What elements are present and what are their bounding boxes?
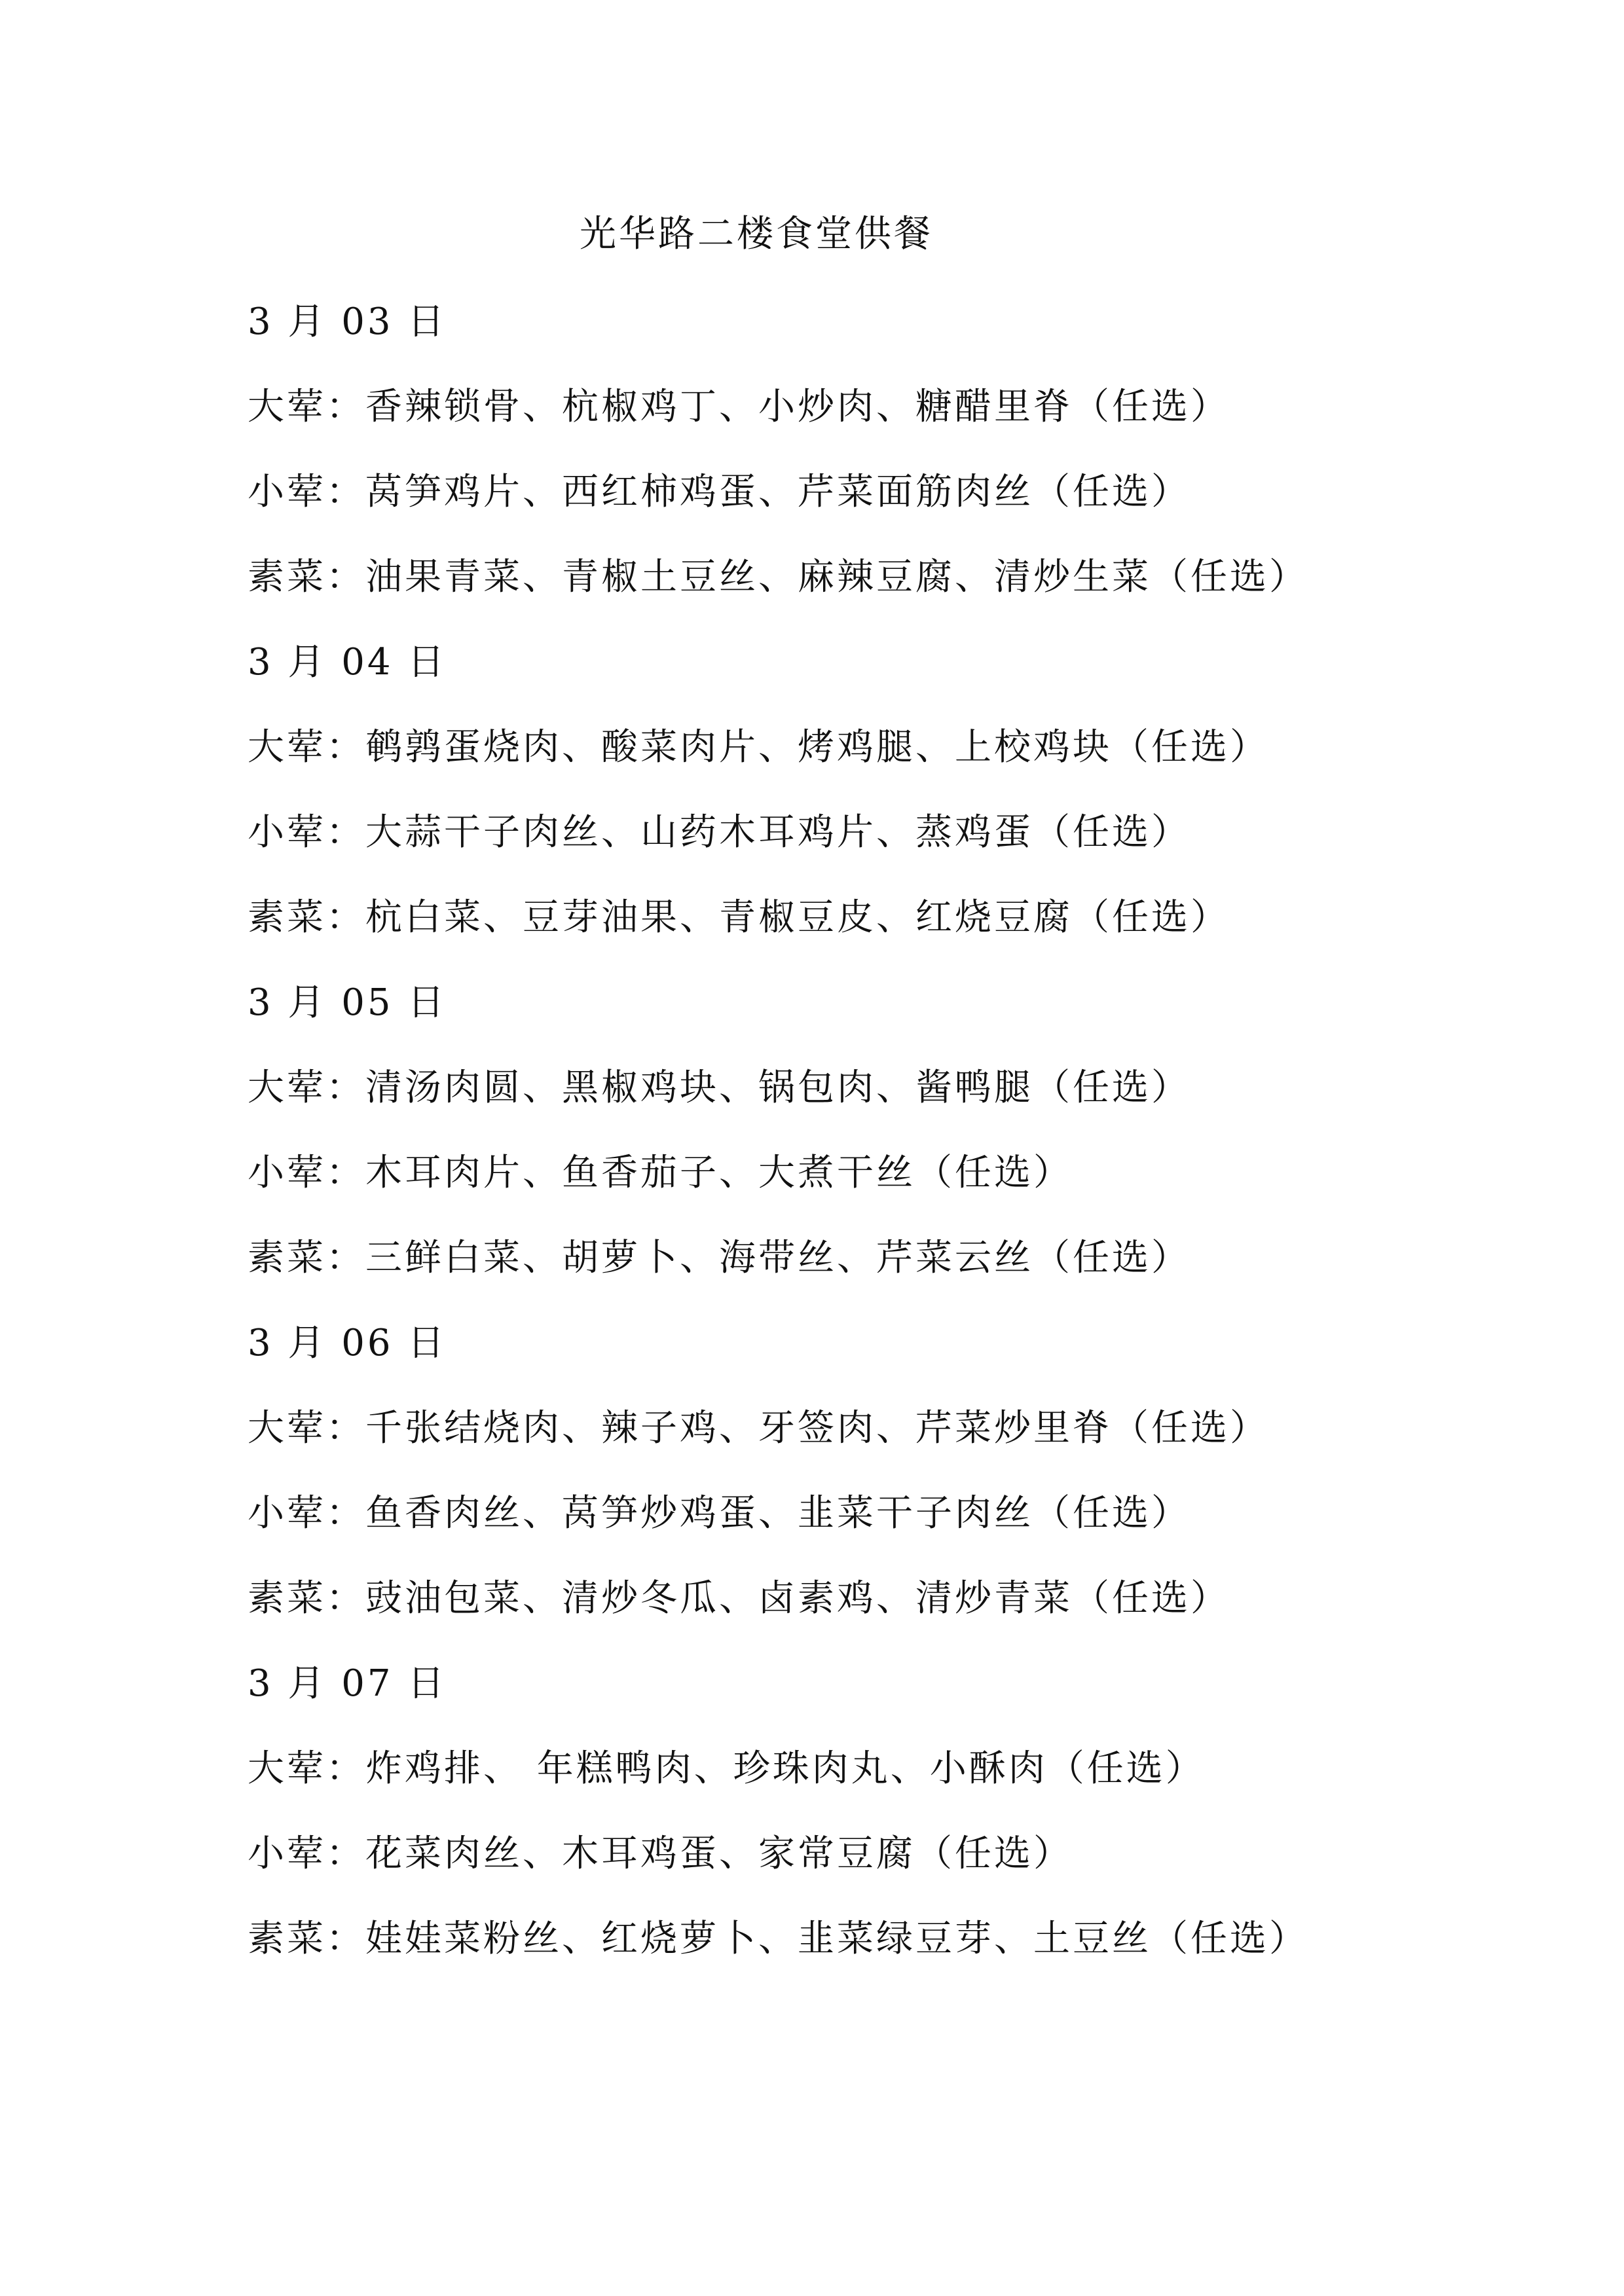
day-date: 3 月 07 日 (248, 1662, 447, 1705)
big-meat-line: 大荤：鹌鹑蛋烧肉、酸菜肉片、烤鸡腿、上校鸡块（任选） (248, 726, 1269, 769)
big-meat-line: 大荤：千张结烧肉、辣子鸡、牙签肉、芹菜炒里脊（任选） (248, 1407, 1269, 1449)
small-meat-line: 小荤：花菜肉丝、木耳鸡蛋、家常豆腐（任选） (248, 1832, 1073, 1875)
small-meat-line: 小荤：大蒜干子肉丝、山药木耳鸡片、蒸鸡蛋（任选） (248, 811, 1190, 854)
small-meat-line: 小荤：莴笋鸡片、西红柿鸡蛋、芹菜面筋肉丝（任选） (248, 471, 1190, 513)
small-meat-line: 小荤：木耳肉片、鱼香茄子、大煮干丝（任选） (248, 1152, 1073, 1194)
big-meat-line: 大荤：炸鸡排、 年糕鸭肉、珍珠肉丸、小酥肉（任选） (248, 1747, 1205, 1790)
vegetable-line: 素菜：油果青菜、青椒土豆丝、麻辣豆腐、清炒生菜（任选） (248, 556, 1308, 598)
big-meat-line: 大荤：香辣锁骨、杭椒鸡丁、小炒肉、糖醋里脊（任选） (248, 386, 1230, 428)
day-date: 3 月 03 日 (248, 301, 447, 343)
vegetable-line: 素菜：娃娃菜粉丝、红烧萝卜、韭菜绿豆芽、土豆丝（任选） (248, 1918, 1308, 1960)
page-title: 光华路二楼食堂供餐 (580, 213, 933, 255)
day-date: 3 月 05 日 (248, 981, 447, 1024)
vegetable-line: 素菜：三鲜白菜、胡萝卜、海带丝、芹菜云丝（任选） (248, 1237, 1190, 1279)
day-date: 3 月 04 日 (248, 641, 447, 683)
small-meat-line: 小荤：鱼香肉丝、莴笋炒鸡蛋、韭菜干子肉丝（任选） (248, 1492, 1190, 1535)
vegetable-line: 素菜：杭白菜、豆芽油果、青椒豆皮、红烧豆腐（任选） (248, 896, 1230, 939)
vegetable-line: 素菜：豉油包菜、清炒冬瓜、卤素鸡、清炒青菜（任选） (248, 1577, 1230, 1620)
big-meat-line: 大荤：清汤肉圆、黑椒鸡块、锅包肉、酱鸭腿（任选） (248, 1066, 1190, 1109)
day-date: 3 月 06 日 (248, 1322, 447, 1364)
